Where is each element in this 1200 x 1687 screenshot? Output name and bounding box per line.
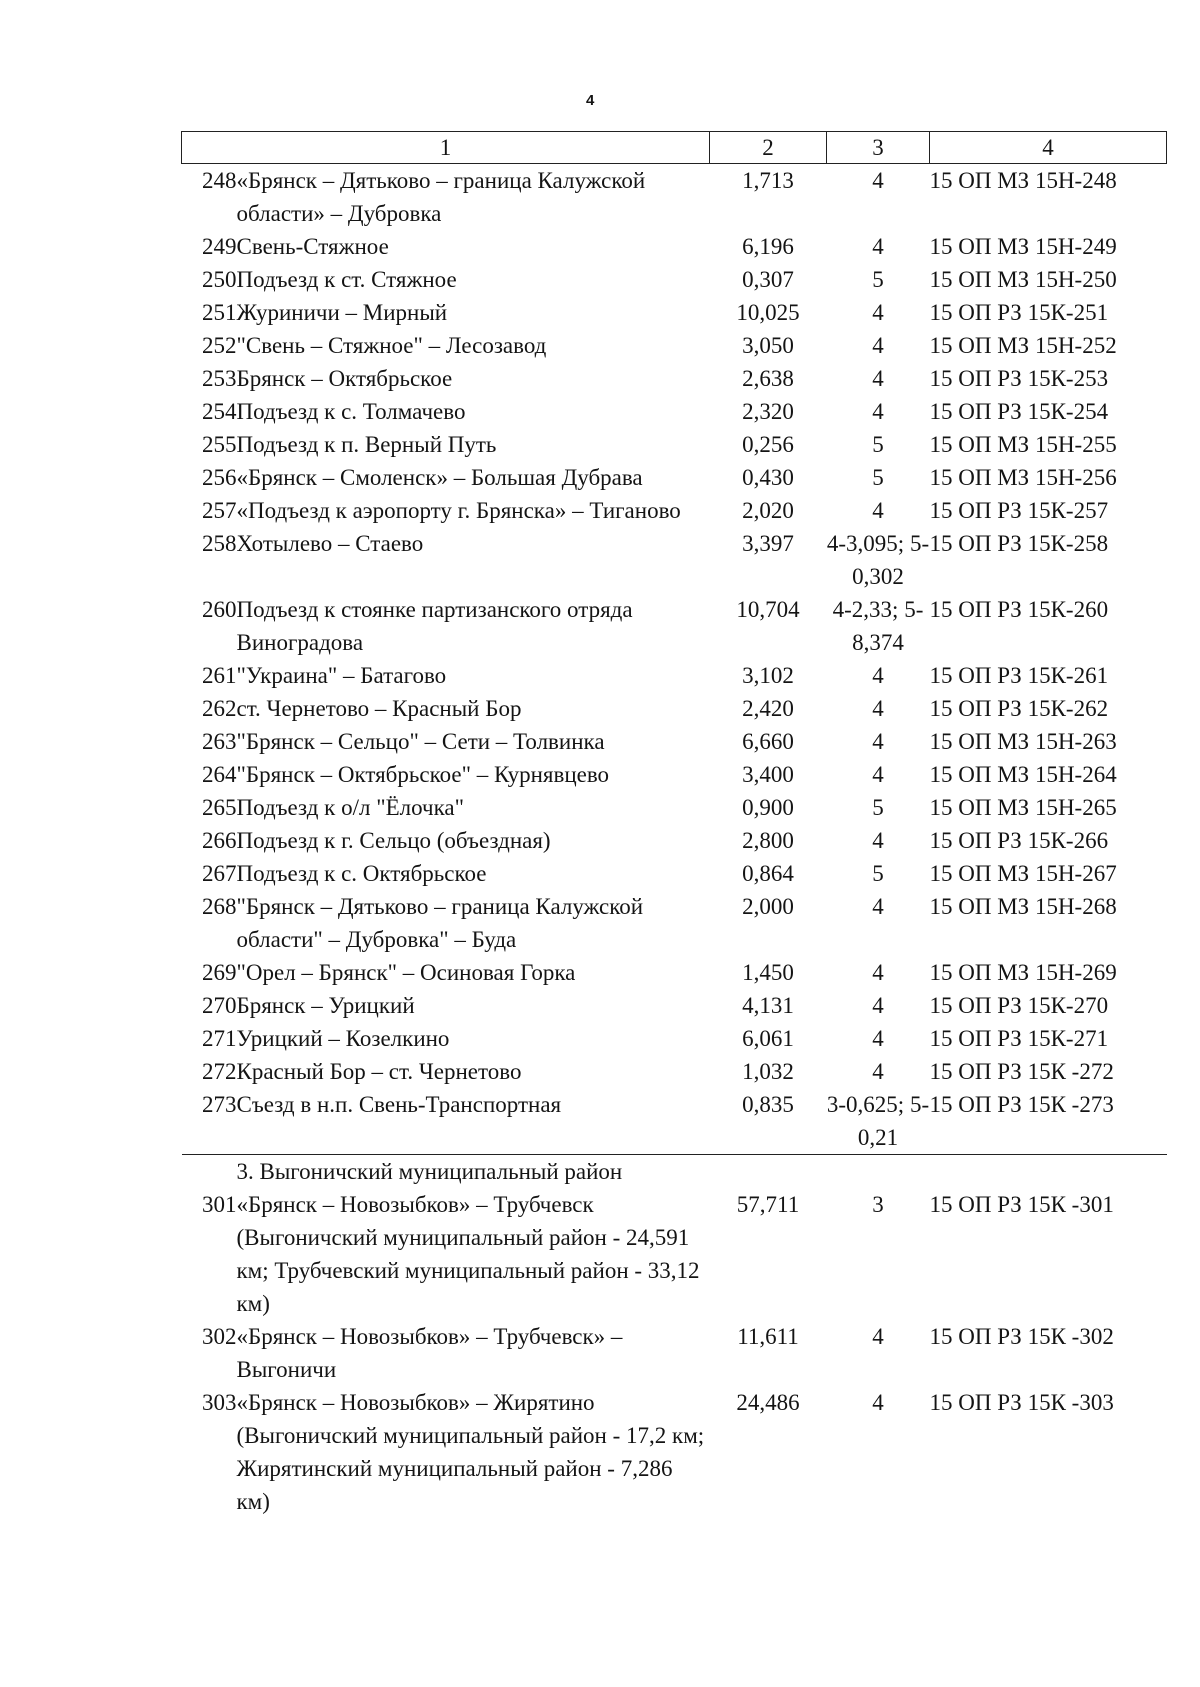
- road-name: Подъезд к г. Сельцо (объездная): [236, 828, 551, 853]
- row-number: 253: [202, 366, 237, 391]
- table-row: [182, 857, 1167, 890]
- road-name: «Брянск – Новозыбков» – Жирятино (Выгоничский муниципальный район - 17,2 км; Жирятинский муниципальный район - 7,286 км): [236, 1390, 705, 1514]
- road-name: "Свень – Стяжное" – Лесозавод: [236, 333, 547, 358]
- row-number: 263: [202, 729, 237, 754]
- road-id: 15 ОП МЗ 15Н-265: [929, 795, 1117, 820]
- road-category: 4-2,33; 5-8,374: [832, 597, 924, 655]
- road-id: 15 ОП МЗ 15Н-248: [929, 168, 1117, 193]
- section-title: 3. Выгоничский муниципальный район: [237, 1155, 1167, 1189]
- row-number: 251: [202, 300, 237, 325]
- table-row: [182, 758, 1167, 791]
- road-length: 2,320: [742, 399, 794, 424]
- road-id: 15 ОП МЗ 15Н-264: [929, 762, 1117, 787]
- row-number: 303: [202, 1390, 237, 1415]
- table-row: [182, 692, 1167, 725]
- road-name: Урицкий – Козелкино: [236, 1026, 450, 1051]
- road-name: Хотылево – Стаево: [236, 531, 424, 556]
- table-row: [182, 1055, 1167, 1088]
- row-number: 271: [202, 1026, 237, 1051]
- road-id: 15 ОП МЗ 15Н-269: [929, 960, 1117, 985]
- table-row: [182, 1022, 1167, 1055]
- header-col-4: 4: [930, 132, 1167, 164]
- road-length: 2,000: [742, 894, 794, 919]
- road-name: «Брянск – Дятьково – граница Калужской области» – Дубровка: [236, 168, 646, 226]
- road-id: 15 ОП РЗ 15К-261: [929, 663, 1109, 688]
- table-row: [182, 791, 1167, 824]
- road-category: 4: [872, 663, 884, 688]
- road-name: «Подъезд к аэропорту г. Брянска» – Тиганово: [236, 498, 681, 523]
- row-number: 250: [202, 267, 237, 292]
- road-name: Подъезд к ст. Стяжное: [236, 267, 457, 292]
- table-row: [182, 362, 1167, 395]
- row-number: 302: [202, 1324, 237, 1349]
- page-number: 4: [586, 92, 595, 109]
- row-number: 266: [202, 828, 237, 853]
- header-col-3: 3: [827, 132, 930, 164]
- row-number: 248: [202, 168, 237, 193]
- road-length: 0,900: [742, 795, 794, 820]
- table-header: [182, 132, 1167, 164]
- road-id: 15 ОП МЗ 15Н-249: [929, 234, 1117, 259]
- row-number: 270: [202, 993, 237, 1018]
- road-length: 0,835: [742, 1092, 794, 1117]
- table-row: [182, 725, 1167, 758]
- road-id: 15 ОП РЗ 15К-266: [929, 828, 1109, 853]
- road-id: 15 ОП МЗ 15Н-250: [929, 267, 1117, 292]
- table-row: [182, 329, 1167, 362]
- road-name: Подъезд к п. Верный Путь: [236, 432, 497, 457]
- road-category: 4: [872, 1324, 884, 1349]
- row-number: 262: [202, 696, 237, 721]
- road-category: 4: [872, 960, 884, 985]
- road-name: Брянск – Октябрьское: [236, 366, 453, 391]
- road-name: ст. Чернетово – Красный Бор: [236, 696, 522, 721]
- road-length: 1,713: [742, 168, 794, 193]
- table-row: [182, 890, 1167, 956]
- road-length: 3,050: [742, 333, 794, 358]
- road-name: «Брянск – Новозыбков» – Трубчевск» – Выгоничи: [236, 1324, 623, 1382]
- row-number: 256: [202, 465, 237, 490]
- road-length: 4,131: [742, 993, 794, 1018]
- road-length: 2,020: [742, 498, 794, 523]
- road-category: 5: [872, 465, 884, 490]
- row-number: 249: [202, 234, 237, 259]
- table-row: [182, 296, 1167, 329]
- row-number: 269: [202, 960, 237, 985]
- road-category: 4: [872, 399, 884, 424]
- road-category: 4: [872, 1026, 884, 1051]
- table-row: [182, 263, 1167, 296]
- road-id: 15 ОП РЗ 15К -301: [929, 1192, 1114, 1217]
- row-number: 272: [202, 1059, 237, 1084]
- road-id: 15 ОП РЗ 15К -302: [929, 1324, 1114, 1349]
- road-category: 5: [872, 267, 884, 292]
- table-row: [182, 1386, 1167, 1518]
- row-number: 254: [202, 399, 237, 424]
- table-row: [182, 956, 1167, 989]
- road-length: 10,704: [736, 597, 800, 622]
- road-id: 15 ОП РЗ 15К-260: [929, 597, 1109, 622]
- road-length: 3,102: [742, 663, 794, 688]
- road-name: Красный Бор – ст. Чернетово: [236, 1059, 522, 1084]
- road-length: 0,256: [742, 432, 794, 457]
- road-category: 4: [872, 300, 884, 325]
- road-category: 4: [872, 762, 884, 787]
- road-length: 2,420: [742, 696, 794, 721]
- road-category: 4: [872, 828, 884, 853]
- road-name: «Брянск – Смоленск» – Большая Дубрава: [236, 465, 643, 490]
- road-name: Брянск – Урицкий: [236, 993, 415, 1018]
- row-number: 261: [202, 663, 237, 688]
- row-number: 301: [202, 1192, 237, 1217]
- table-row: [182, 989, 1167, 1022]
- row-number: 273: [202, 1092, 237, 1117]
- road-category: 4: [872, 366, 884, 391]
- road-id: 15 ОП РЗ 15К-253: [929, 366, 1109, 391]
- road-length: 1,032: [742, 1059, 794, 1084]
- row-number: 268: [202, 894, 237, 919]
- road-category: 3: [872, 1192, 884, 1217]
- road-category: 5: [872, 432, 884, 457]
- road-category: 4: [872, 1390, 884, 1415]
- road-length: 10,025: [736, 300, 800, 325]
- road-id: 15 ОП РЗ 15К -303: [929, 1390, 1114, 1415]
- road-id: 15 ОП РЗ 15К -272: [929, 1059, 1114, 1084]
- road-length: 0,307: [742, 267, 794, 292]
- road-category: 4-3,095; 5-0,302: [826, 531, 930, 589]
- road-length: 6,660: [742, 729, 794, 754]
- road-length: 24,486: [736, 1390, 800, 1415]
- road-length: 6,196: [742, 234, 794, 259]
- table-row: [182, 395, 1167, 428]
- road-id: 15 ОП РЗ 15К-254: [929, 399, 1109, 424]
- road-name: "Брянск – Дятьково – граница Калужской области" – Дубровка" – Буда: [236, 894, 644, 952]
- road-name: "Брянск – Октябрьское" – Курнявцево: [236, 762, 610, 787]
- row-number: 257: [202, 498, 237, 523]
- road-name: Съезд в н.п. Свень-Транспортная: [236, 1092, 562, 1117]
- road-name: Журиничи – Мирный: [236, 300, 448, 325]
- road-length: 6,061: [742, 1026, 794, 1051]
- section-spacer: [182, 1155, 237, 1189]
- road-category: 5: [872, 861, 884, 886]
- road-id: 15 ОП МЗ 15Н-255: [929, 432, 1117, 457]
- road-id: 15 ОП МЗ 15Н-256: [929, 465, 1117, 490]
- row-number: 260: [202, 597, 237, 622]
- road-id: 15 ОП МЗ 15Н-267: [929, 861, 1117, 886]
- road-length: 1,450: [742, 960, 794, 985]
- road-id: 15 ОП РЗ 15К-271: [929, 1026, 1109, 1051]
- table-row: [182, 461, 1167, 494]
- road-name: Подъезд к о/л "Ёлочка": [236, 795, 465, 820]
- table-row: [182, 824, 1167, 857]
- road-length: 3,397: [742, 531, 794, 556]
- road-name: Свень-Стяжное: [236, 234, 389, 259]
- table-row: [182, 1088, 1167, 1155]
- table-row: [182, 164, 1167, 231]
- table-row: [182, 593, 1167, 659]
- row-number: 252: [202, 333, 237, 358]
- road-category: 4: [872, 1059, 884, 1084]
- road-category: 5: [872, 795, 884, 820]
- road-name: "Брянск – Сельцо" – Сети – Толвинка: [236, 729, 605, 754]
- table-row: [182, 659, 1167, 692]
- table-row: [182, 230, 1167, 263]
- road-id: 15 ОП МЗ 15Н-252: [929, 333, 1117, 358]
- road-name: «Брянск – Новозыбков» – Трубчевск (Выгоничский муниципальный район - 24,591 км; Трубчевский муниципальный район - 33,12 км): [236, 1192, 700, 1316]
- road-id: 15 ОП РЗ 15К-270: [929, 993, 1109, 1018]
- road-length: 11,611: [737, 1324, 799, 1349]
- road-category: 4: [872, 993, 884, 1018]
- row-number: 264: [202, 762, 237, 787]
- row-number: 255: [202, 432, 237, 457]
- row-number: 265: [202, 795, 237, 820]
- row-number: 258: [202, 531, 237, 556]
- section-row: [182, 1155, 1167, 1189]
- road-category: 4: [872, 498, 884, 523]
- road-length: 2,800: [742, 828, 794, 853]
- road-name: "Орел – Брянск" – Осиновая Горка: [236, 960, 576, 985]
- road-category: 4: [872, 729, 884, 754]
- road-category: 4: [872, 234, 884, 259]
- roads-table: [181, 131, 1167, 1518]
- road-length: 3,400: [742, 762, 794, 787]
- road-category: 4: [872, 333, 884, 358]
- road-id: 15 ОП РЗ 15К-251: [929, 300, 1109, 325]
- road-id: 15 ОП РЗ 15К-257: [929, 498, 1109, 523]
- table-row: [182, 1320, 1167, 1386]
- road-length: 0,864: [742, 861, 794, 886]
- header-col-2: 2: [710, 132, 827, 164]
- road-length: 2,638: [742, 366, 794, 391]
- road-name: Подъезд к с. Октябрьское: [236, 861, 487, 886]
- road-name: "Украина" – Батагово: [236, 663, 447, 688]
- road-id: 15 ОП РЗ 15К -273: [929, 1092, 1114, 1117]
- table-row: [182, 527, 1167, 593]
- road-length: 57,711: [736, 1192, 800, 1217]
- road-length: 0,430: [742, 465, 794, 490]
- road-id: 15 ОП МЗ 15Н-268: [929, 894, 1117, 919]
- table-row: [182, 428, 1167, 461]
- row-number: 267: [202, 861, 237, 886]
- road-id: 15 ОП РЗ 15К-258: [929, 531, 1109, 556]
- header-col-1: 1: [182, 132, 710, 164]
- road-category: 4: [872, 696, 884, 721]
- road-category: 4: [872, 168, 884, 193]
- road-name: Подъезд к с. Толмачево: [236, 399, 466, 424]
- road-name: Подъезд к стоянке партизанского отряда Виноградова: [236, 597, 633, 655]
- table-row: [182, 1188, 1167, 1320]
- road-id: 15 ОП МЗ 15Н-263: [929, 729, 1117, 754]
- table-row: [182, 494, 1167, 527]
- road-id: 15 ОП РЗ 15К-262: [929, 696, 1109, 721]
- road-category: 4: [872, 894, 884, 919]
- table-body: [182, 164, 1167, 1519]
- road-category: 3-0,625; 5-0,21: [826, 1092, 930, 1150]
